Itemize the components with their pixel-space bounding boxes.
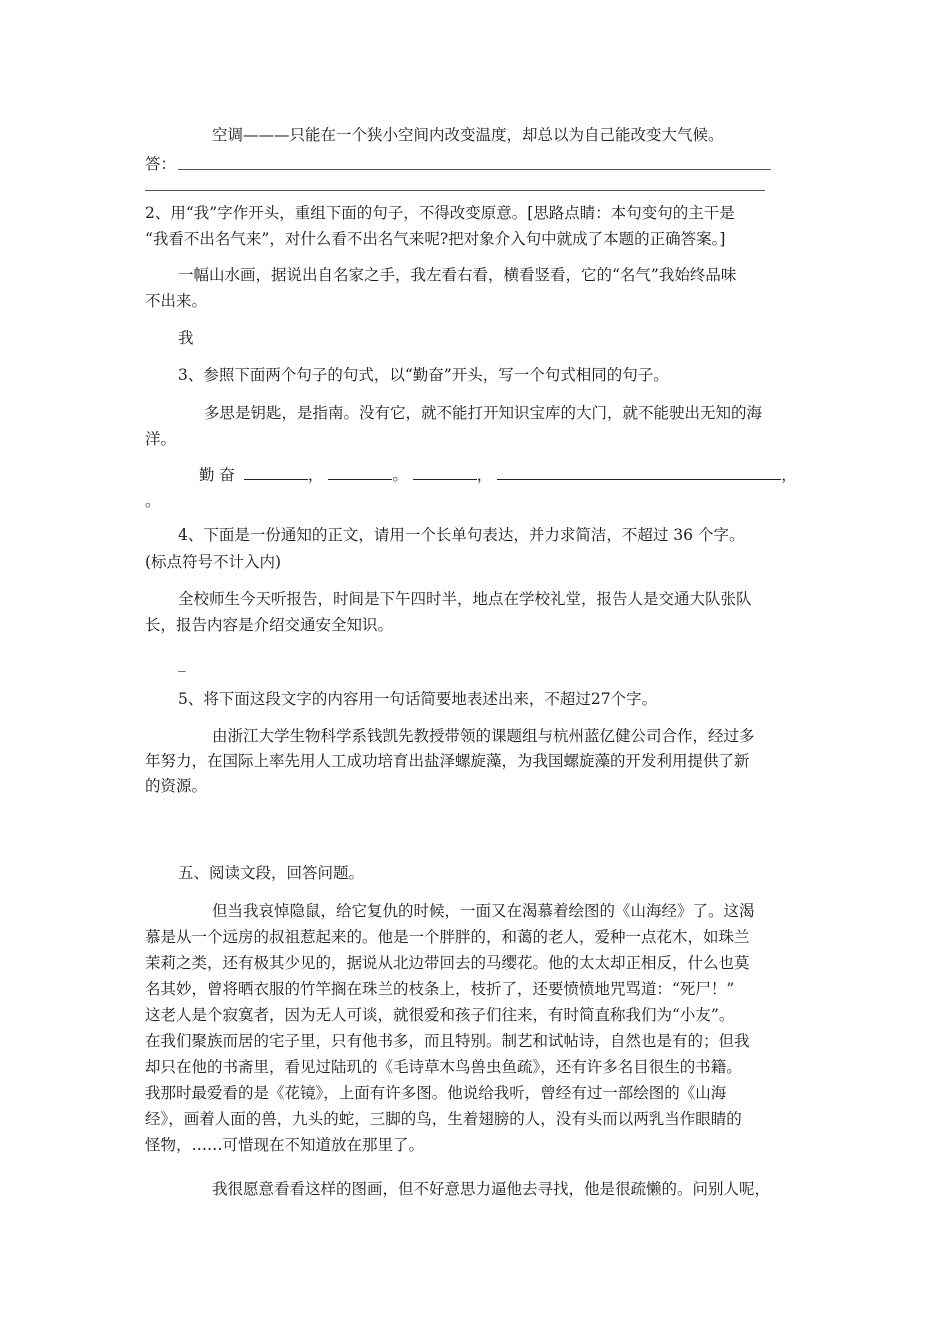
q2-passage-line-2: 不出来。	[145, 292, 208, 310]
q2-passage-line-1: 一幅山水画，据说出自名家之手，我左看右看，横看竖看，它的“名气”我始终品味	[178, 266, 737, 284]
q3-example-line-1: 多思是钥匙，是指南。没有它，就不能打开知识宝库的大门，就不能驶出无知的海	[204, 404, 763, 422]
section5-para2-line-1: 我很愿意看看这样的图画，但不好意思力逼他去寻找，他是很疏懒的。问别人呢，	[212, 1180, 771, 1198]
q2-answer-start: 我	[178, 329, 194, 347]
q3-comma-3: ，	[781, 466, 797, 484]
section5-para1-line-10: 怪物，……可惜现在不知道放在那里了。	[145, 1136, 425, 1154]
q3-comma-2: ，	[476, 466, 493, 484]
q5-passage-line-3: 的资源。	[145, 777, 208, 795]
section5-para1-line-8: 我那时最爱看的是《花镜》，上面有许多图。他说给我听，曾经有过一部绘图的《山海	[145, 1084, 727, 1102]
q3-blank-2[interactable]	[328, 464, 392, 480]
q3-blank-3[interactable]	[413, 464, 477, 480]
q1-answer-label: 答：	[145, 155, 177, 173]
q3-blank-4[interactable]	[497, 464, 781, 480]
q4-answer-mark[interactable]: _	[178, 654, 186, 672]
q3-example-line-2: 洋。	[145, 430, 177, 448]
section5-para1-line-1: 但当我哀悼隐鼠，给它复仇的时候，一面又在渴慕着绘图的《山海经》了。这渴	[212, 902, 755, 920]
q4-prompt-line-1: 4、下面是一份通知的正文，请用一个长单句表达，并力求简洁，不超过 36 个字。	[178, 526, 745, 544]
q3-answer-start: 勤 奋	[199, 466, 235, 484]
q3-comma-1: ，	[307, 466, 324, 484]
q3-period-1: 。	[392, 466, 408, 484]
q4-passage-line-2: 长，报告内容是介绍交通安全知识。	[145, 616, 394, 634]
section5-para1-line-2: 慕是从一个远房的叔祖惹起来的。他是一个胖胖的，和蔼的老人，爱种一点花木，如珠兰	[145, 928, 750, 946]
q2-prompt-line-1: 2、用“我”字作开头，重组下面的句子，不得改变原意。[思路点睛：本句变句的主干是	[145, 204, 735, 222]
section5-para1-line-3: 茉莉之类，还有极其少见的，据说从北边带回去的马缨花。他的太太却正相反，什么也莫	[145, 954, 750, 972]
section5-para1-line-5: 这老人是个寂寞者，因为无人可谈，就很爱和孩子们往来，有时简直称我们为“小友”。	[145, 1006, 735, 1024]
q5-passage-line-2: 年努力，在国际上率先用人工成功培育出盐泽螺旋藻，为我国螺旋藻的开发利用提供了新	[145, 752, 750, 770]
q3-prompt: 3、参照下面两个句子的句式，以“勤奋”开头，写一个句式相同的句子。	[178, 366, 669, 384]
section5-para1-line-6: 在我们聚族而居的宅子里，只有他书多，而且特别。制艺和试帖诗，自然也是有的；但我	[145, 1032, 750, 1050]
section5-para1-line-9: 经》，画着人面的兽，九头的蛇，三脚的鸟，生着翅膀的人，没有头而以两乳当作眼睛的	[145, 1110, 742, 1128]
q3-end-period: 。	[145, 492, 161, 510]
q2-prompt-line-2: “我看不出名气来”，对什么看不出名气来呢?把对象介入句中就成了本题的正确答案。]	[145, 230, 726, 248]
q4-prompt-line-2: (标点符号不计入内)	[145, 553, 282, 571]
q1-answer-line-2[interactable]	[145, 190, 765, 191]
q4-passage-line-1: 全校师生今天听报告，时间是下午四时半，地点在学校礼堂，报告人是交通大队张队	[178, 590, 752, 608]
q3-blank-1[interactable]	[244, 464, 308, 480]
section5-para1-line-4: 名其妙，曾将晒衣服的竹竿搁在珠兰的枝条上，枝折了，还要愤愤地咒骂道：“死尸！”	[145, 980, 735, 998]
q3-answer-row	[199, 462, 819, 488]
section5-heading: 五、阅读文段，回答问题。	[178, 864, 365, 882]
q5-passage-line-1: 由浙江大学生物科学系钱凯先教授带领的课题组与杭州蓝亿健公司合作，经过多	[212, 727, 755, 745]
q1-answer-line-1[interactable]	[178, 169, 771, 170]
q1-sentence: 空调———只能在一个狭小空间内改变温度，却总以为自己能改变大气候。	[212, 126, 724, 144]
q5-prompt: 5、将下面这段文字的内容用一句话简要地表述出来，不超过27个字。	[178, 690, 658, 708]
section5-para1-line-7: 却只在他的书斋里，看见过陆玑的《毛诗草木鸟兽虫鱼疏》，还有许多名目很生的书籍。	[145, 1058, 742, 1076]
